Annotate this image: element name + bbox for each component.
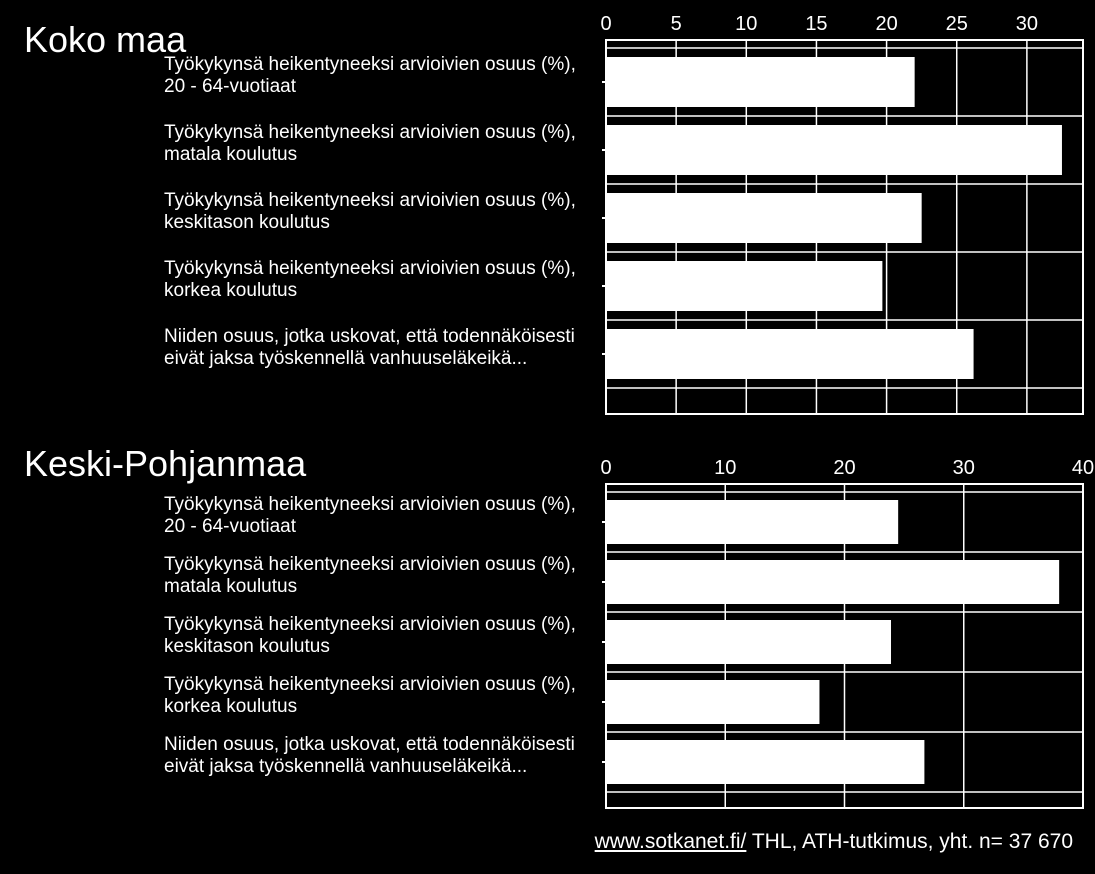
footer-source-text: THL, ATH-tutkimus, yht. n= 37 670: [746, 830, 1073, 853]
category-label: Työkykynsä heikentyneeksi arvioivien osuus (%),: [164, 190, 576, 211]
category-label: keskitason koulutus: [164, 212, 330, 233]
x-tick-label: 40: [1071, 457, 1095, 479]
category-label: eivät jaksa työskennellä vanhuuseläkeikä...: [164, 348, 528, 369]
bar-keski-pohjanmaa-4: [606, 740, 924, 784]
category-label: Työkykynsä heikentyneeksi arvioivien osuus (%),: [164, 54, 576, 75]
bar-koko-maa-3: [606, 261, 882, 311]
category-label: Työkykynsä heikentyneeksi arvioivien osuus (%),: [164, 614, 576, 635]
category-label: matala koulutus: [164, 576, 298, 597]
category-label: Työkykynsä heikentyneeksi arvioivien osuus (%),: [164, 258, 576, 279]
category-label: 20 - 64-vuotiaat: [164, 516, 297, 537]
category-label: Niiden osuus, jotka uskovat, että todennäköisesti: [164, 734, 575, 755]
category-label: korkea koulutus: [164, 280, 298, 301]
category-label: Työkykynsä heikentyneeksi arvioivien osuus (%),: [164, 494, 576, 515]
x-tick-label: 0: [600, 13, 612, 35]
x-tick-label: 10: [735, 13, 758, 35]
bar-keski-pohjanmaa-3: [606, 680, 819, 724]
bar-koko-maa-4: [606, 329, 974, 379]
category-label: keskitason koulutus: [164, 636, 330, 657]
bar-koko-maa-0: [606, 57, 915, 107]
x-tick-label: 20: [875, 13, 898, 35]
category-label: Työkykynsä heikentyneeksi arvioivien osuus (%),: [164, 122, 576, 143]
chart-title-keski-pohjanmaa: Keski-Pohjanmaa: [24, 443, 307, 484]
category-label: korkea koulutus: [164, 696, 298, 717]
bar-keski-pohjanmaa-1: [606, 560, 1059, 604]
category-label: eivät jaksa työskennellä vanhuuseläkeikä...: [164, 756, 528, 777]
chart-title-koko-maa: Koko maa: [24, 19, 187, 60]
x-tick-label: 25: [945, 13, 968, 35]
x-tick-label: 30: [952, 457, 975, 479]
bar-koko-maa-1: [606, 125, 1062, 175]
x-tick-label: 5: [670, 13, 682, 35]
category-label: Työkykynsä heikentyneeksi arvioivien osuus (%),: [164, 554, 576, 575]
category-label: matala koulutus: [164, 144, 298, 165]
category-label: 20 - 64-vuotiaat: [164, 76, 297, 97]
bar-keski-pohjanmaa-0: [606, 500, 898, 544]
category-label: Niiden osuus, jotka uskovat, että todennäköisesti: [164, 326, 575, 347]
bar-keski-pohjanmaa-2: [606, 620, 891, 664]
x-tick-label: 0: [600, 457, 612, 479]
x-tick-label: 30: [1015, 13, 1039, 35]
sotkanet-link[interactable]: www.sotkanet.fi/: [594, 830, 747, 853]
category-label: Työkykynsä heikentyneeksi arvioivien osuus (%),: [164, 674, 576, 695]
bar-koko-maa-2: [606, 193, 922, 243]
x-tick-label: 10: [714, 457, 737, 479]
x-tick-label: 15: [805, 13, 828, 35]
footer-source: [595, 830, 1073, 854]
x-tick-label: 20: [833, 457, 856, 479]
